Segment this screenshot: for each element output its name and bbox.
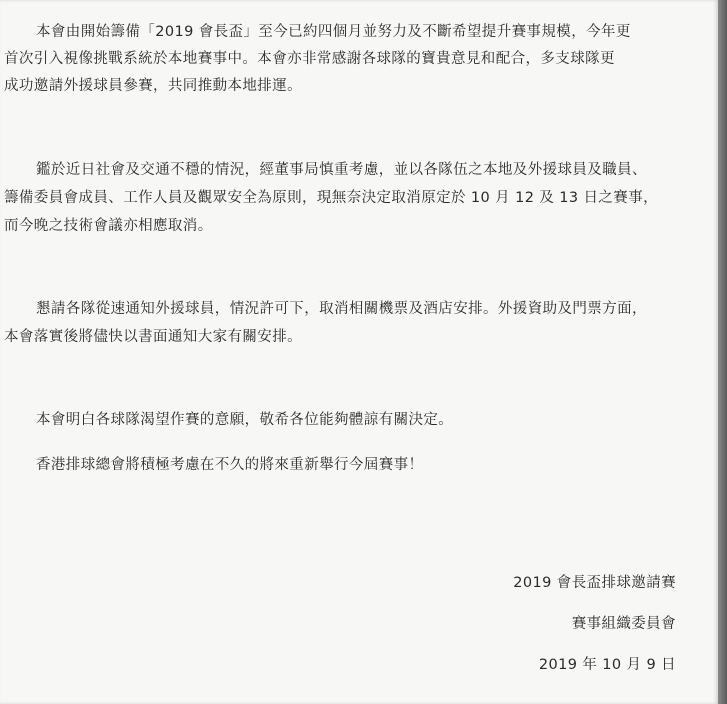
paragraph-2-line-3: 而今晚之技術會議亦相應取消。 — [4, 218, 213, 234]
paragraph-1-line-1: 本會由開始籌備「2019 會長盃」至今已約四個月並努力及不斷希望提升賽事規模，今年更 — [36, 24, 631, 40]
paragraph-2-line-1: 鑑於近日社會及交通不穩的情況，經董事局慎重考慮，並以各隊伍之本地及外援球員及職員、 — [36, 162, 647, 178]
signature-event: 2019 會長盃排球邀請賽 — [513, 575, 676, 591]
paragraph-3-line-2: 本會落實後將儘快以書面通知大家有關安排。 — [4, 329, 302, 345]
signature-committee: 賽事組織委員會 — [571, 616, 676, 632]
paragraph-1-line-2: 首次引入視像挑戰系統於本地賽事中。本會亦非常感謝各球隊的寶貴意見和配合，多支球隊更 — [4, 51, 615, 67]
paragraph-3-line-1: 懇請各隊從速通知外援球員，情況許可下，取消相關機票及酒店安排。外援資助及門票方面， — [36, 301, 647, 317]
page-edge — [718, 0, 727, 704]
paragraph-1-line-3: 成功邀請外援球員參賽，共同推動本地排運。 — [4, 78, 302, 94]
paragraph-2-line-2: 籌備委員會成員、工作人員及觀眾安全為原則，現無奈決定取消原定於 10 月 12 及 13 日之賽事， — [4, 190, 659, 206]
signature-date: 2019 年 10 月 9 日 — [538, 657, 676, 673]
paragraph-4: 本會明白各球隊渴望作賽的意願，敬希各位能夠體諒有關決定。 — [36, 412, 454, 428]
paragraph-5: 香港排球總會將積極考慮在不久的將來重新舉行今屆賽事！ — [36, 457, 424, 473]
